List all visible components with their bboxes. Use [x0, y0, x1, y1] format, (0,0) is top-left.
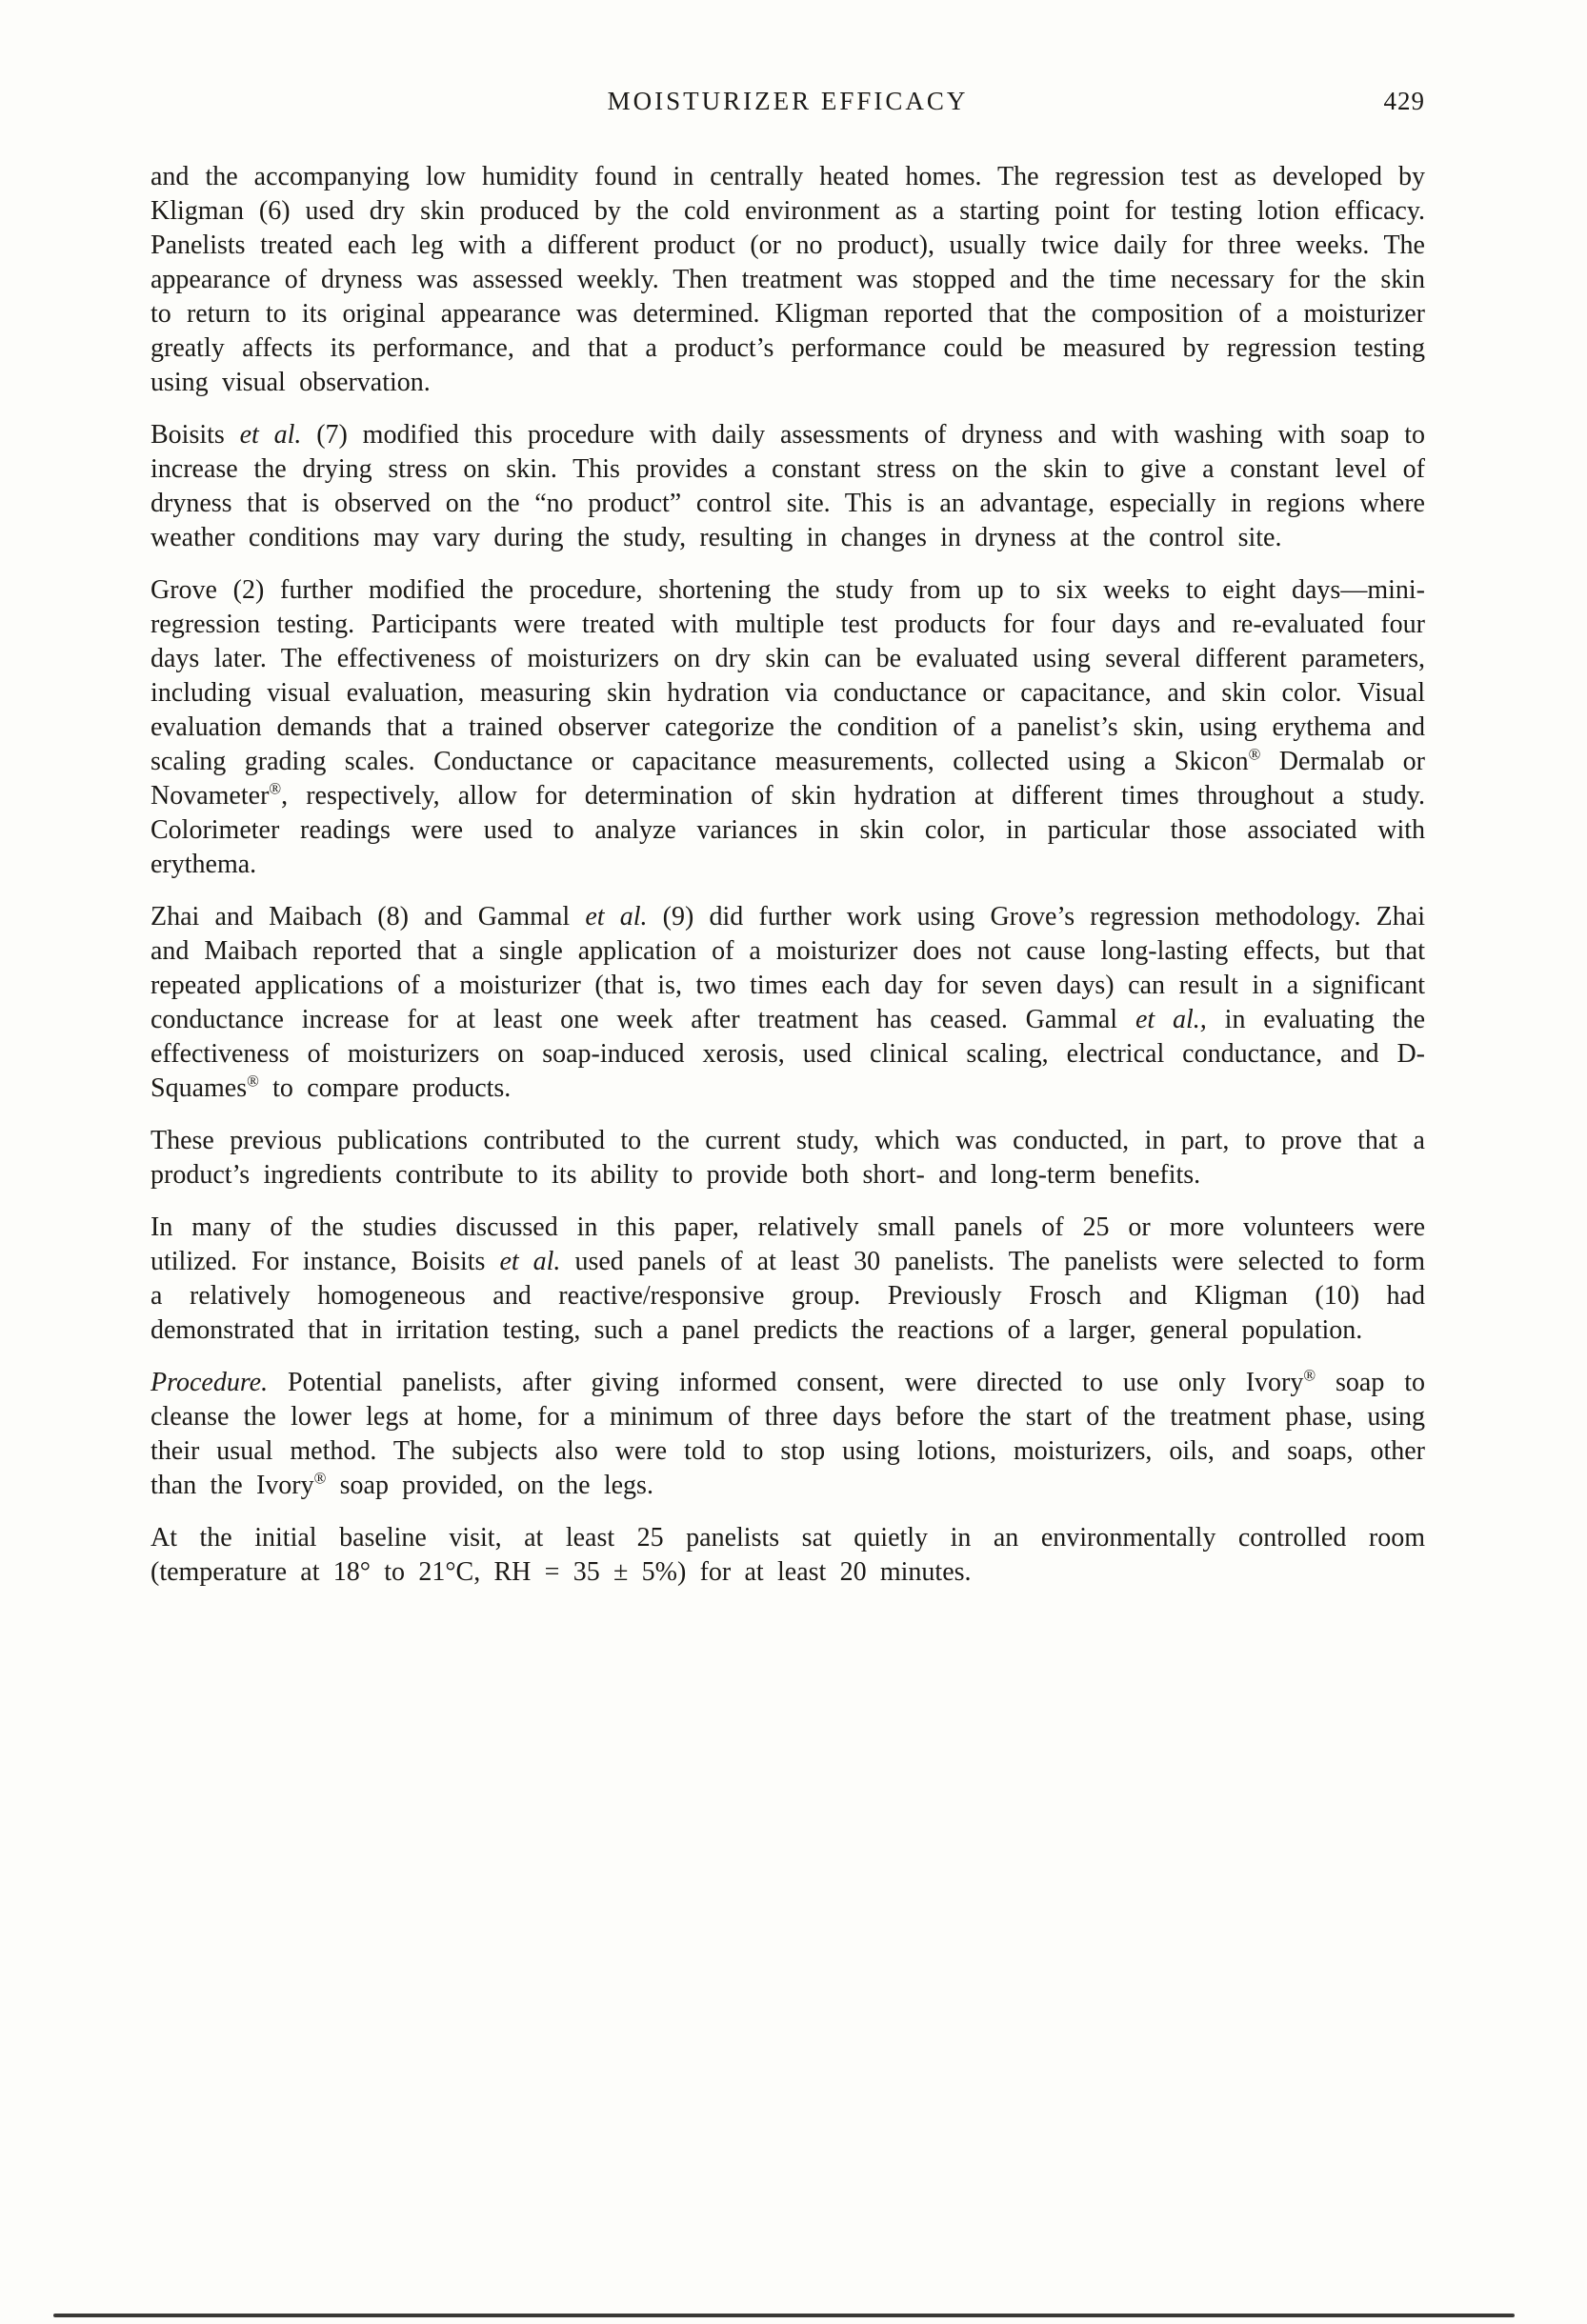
page-number: 429 [1383, 87, 1425, 115]
text-run: used panels of at least 30 panelists. The panelists were selected to form a relatively homogeneous and reactive/responsive group. Previously Frosch and Kligman (10) had demonstrated that in irritation testing, such a panel predicts the reactions of a larger, general population. [151, 1247, 1425, 1345]
page-header [151, 86, 1425, 116]
italic-text-run: et al., [1135, 1005, 1207, 1034]
registered-mark: ® [313, 1469, 327, 1488]
text-run: Potential panelists, after giving informed consent, were directed to use only Ivory [268, 1368, 1304, 1397]
italic-text-run: et al. [239, 420, 302, 450]
running-head-title: MOISTURIZER EFFICACY [607, 87, 969, 115]
registered-mark: ® [269, 779, 282, 798]
paragraph [151, 573, 1425, 882]
paragraph [151, 1211, 1425, 1348]
paragraph [151, 1366, 1425, 1503]
text-run: (9) did further work using Grove’s regression methodology. Zhai and Maibach reported that a single application of a moisturizer does not cause long-lasting effects, but that repeated applications of a moisturizer (that is, two times each day for seven days) can result in a significant conductance increase for at least one week after treatment has ceased. Gammal [151, 902, 1425, 1034]
registered-mark: ® [247, 1072, 259, 1091]
text-run: and the accompanying low humidity found in centrally heated homes. The regression test as developed by Kligman (6) used dry skin produced by the cold environment as a starting point for testing lotion efficacy. Panelists treated each leg with a different product (or no product), usually twice daily for three weeks. The appearance of dryness was assessed weekly. Then treatment was stopped and the time necessary for the skin to return to its original appearance was determined. Kligman reported that the composition of a moisturizer greatly affects its performance, and that a product’s performance could be measured by regression testing using visual observation. [151, 162, 1425, 397]
page-body [151, 160, 1425, 1590]
paragraph [151, 900, 1425, 1106]
registered-mark: ® [1248, 745, 1261, 764]
text-run: In many of the studies discussed in this paper, relatively small panels of 25 or more volunteers were utilized. For instance, Boisits [151, 1212, 1425, 1276]
paragraph [151, 160, 1425, 400]
text-run: Zhai and Maibach (8) and Gammal [151, 902, 586, 932]
italic-text-run: et al. [585, 902, 648, 932]
text-run: , respectively, allow for determination of skin hydration at different times throughout a study. Colorimeter readings were used to analyze variances in skin color, in particular those associated with erythema. [151, 781, 1425, 879]
text-run: Boisits [151, 420, 240, 450]
text-run: (7) modified this procedure with daily assessments of dryness and with washing with soap to increase the drying stress on skin. This provides a constant stress on the skin to give a constant level of dryness that is observed on the “no product” control site. This is an advantage, especially in regions where weather conditions may vary during the study, resulting in changes in dryness at the control site. [151, 420, 1425, 552]
paragraph [151, 1521, 1425, 1590]
registered-mark: ® [1303, 1366, 1316, 1385]
paragraph [151, 418, 1425, 555]
text-run: soap to cleanse the lower legs at home, for a minimum of three days before the start of the treatment phase, using their usual method. The subjects also were told to stop using lotions, moisturizers, oils, and soaps, other than the Ivory [151, 1368, 1425, 1500]
italic-text-run: et al. [499, 1247, 561, 1276]
paragraph [151, 1124, 1425, 1192]
text-run: in evaluating the effectiveness of moisturizers on soap-induced xerosis, used clinical scaling, electrical conductance, and D-Squames [151, 1005, 1425, 1103]
italic-text-run: Procedure. [151, 1368, 269, 1397]
text-run: At the initial baseline visit, at least 25 panelists sat quietly in an environmentally controlled room (temperature at 18° to 21°C, RH = 35 ± 5%) for at least 20 minutes. [151, 1523, 1425, 1587]
text-run: These previous publications contributed to the current study, which was conducted, in part, to prove that a product’s ingredients contribute to its ability to provide both short- and long-term benefits. [151, 1126, 1425, 1190]
text-run: soap provided, on the legs. [326, 1471, 653, 1500]
text-run: Grove (2) further modified the procedure, shortening the study from up to six weeks to eight days—mini-regression testing. Participants were treated with multiple test products for four days and re-evaluated four days later. The effectiveness of moisturizers on dry skin can be evaluated using several different parameters, including visual evaluation, measuring skin hydration via conductance or capacitance, and skin color. Visual evaluation demands that a trained observer categorize the condition of a panelist’s skin, using erythema and scaling grading scales. Conductance or capacitance measurements, collected using a Skicon [151, 575, 1425, 776]
text-run: to compare products. [258, 1073, 512, 1103]
scan-edge-artifact [53, 2314, 1515, 2317]
text-run: Dermalab or Novameter [151, 747, 1425, 811]
